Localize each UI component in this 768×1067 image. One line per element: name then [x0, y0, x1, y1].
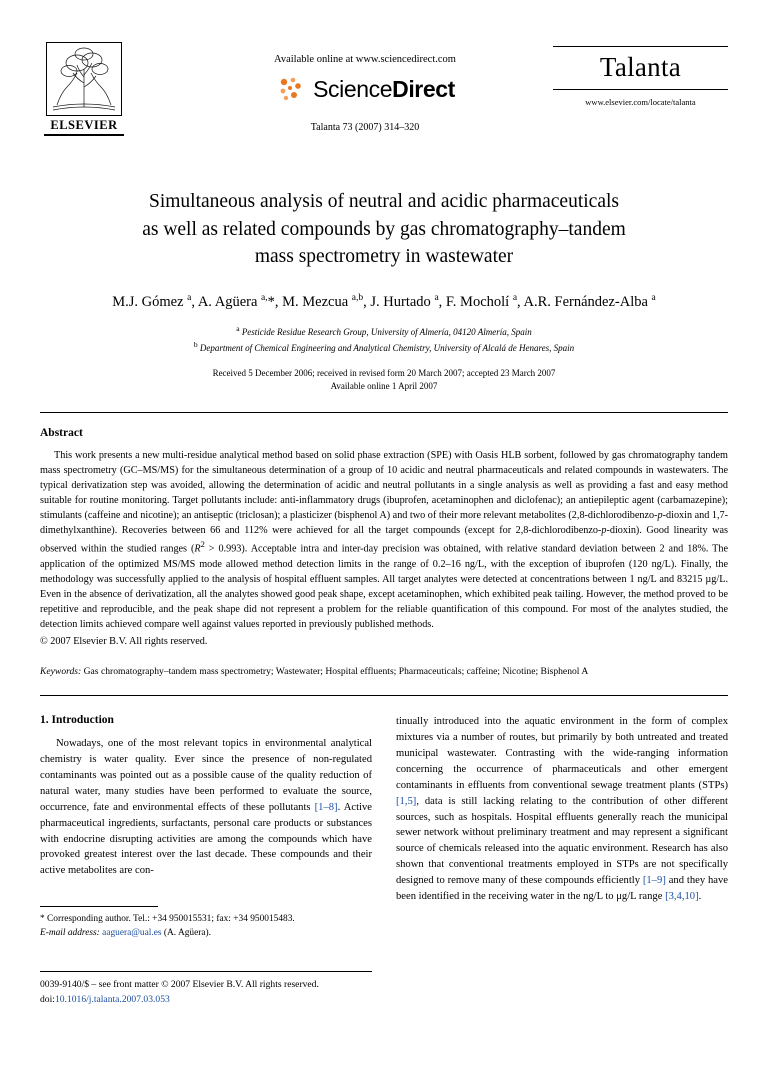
received-dates: Received 5 December 2006; received in revised form 20 March 2007; accepted 23 March 2007 [212, 367, 556, 378]
title-line-2: as well as related compounds by gas chromatography–tandem [142, 218, 626, 240]
elsevier-logo [40, 42, 128, 136]
footer-divider [40, 971, 372, 972]
masthead [40, 42, 728, 150]
journal-logo [553, 46, 728, 107]
email-owner: (A. Agüera). [163, 928, 212, 939]
intro-paragraph-1 [40, 736, 372, 879]
keywords-label: Keywords: [40, 666, 82, 678]
intro-p1-part-b: . Active pharmaceutical ingredients, surfactants, personal care products or substances with endocrine disrupting activities are among the compounds which have provoked greatest interest over the last decade. These compounds and their active metabolites are con- [40, 801, 372, 877]
affiliation-b: $^b$ Department of Chemical Engineering and Analytical Chemistry, University of Alcalá de Henares, Spain [193, 340, 575, 354]
email-label: E-mail address: [40, 928, 100, 939]
intro-paragraph-2 [396, 714, 728, 905]
author-list: M.J. Gómez $^a$, A. Agüera $^{a,}$*, M. Mezcua $^{a,b}$, J. Hurtado $^a$, F. Mocholí $^a$, A.R. Fernández-Alba $^a$ [112, 293, 656, 310]
column-right [396, 714, 728, 940]
affiliation-a: $^a$ Pesticide Residue Research Group, University of Almería, 04120 Almería, Spain [236, 323, 532, 337]
keywords-line [40, 665, 728, 679]
journal-url: www.elsevier.com/locate/talanta [585, 96, 696, 107]
publication-history [60, 367, 708, 394]
title-area [60, 188, 708, 394]
doi-link[interactable]: 10.1016/j.talanta.2007.03.053 [54, 993, 170, 1005]
affiliations [60, 323, 708, 356]
email-line [40, 926, 372, 940]
email-link[interactable]: aaguera@ual.es [102, 928, 162, 939]
sciencedirect-block [190, 54, 540, 133]
divider-below-abstract [40, 695, 728, 696]
title-line-1: Simultaneous analysis of neutral and acidic pharmaceuticals [148, 191, 619, 212]
doi-line [40, 993, 372, 1007]
divider-above-abstract [40, 412, 728, 413]
abstract-heading: Abstract [40, 426, 83, 439]
sciencedirect-wordmark [313, 76, 455, 103]
available-online-date: Available online 1 April 2007 [330, 381, 438, 392]
elsevier-wordmark: ELSEVIER [50, 118, 118, 132]
intro-p2-part-d: . [698, 890, 702, 902]
citation-ref-1-9[interactable]: [1–9] [642, 875, 666, 887]
sciencedirect-logo [190, 74, 540, 104]
journal-name: Talanta [599, 52, 682, 82]
column-left [40, 714, 372, 940]
abstract-copyright: © 2007 Elsevier B.V. All rights reserved. [40, 636, 208, 648]
issn-copyright-line: 0039-9140/$ – see front matter © 2007 Elsevier B.V. All rights reserved. [40, 979, 319, 991]
intro-p1-part-a: Nowadays, one of the most relevant topics in environmental analytical chemistry is water quality. Ever since the presence of non-regulated contaminants was pointed out as a possible cause of the quality reduction of natural water, many studies have been performed to evaluate the source, occurrence, fate and environmental effects of these pollutants [40, 738, 372, 813]
citation-ref-3-4-10[interactable]: [3,4,10] [665, 890, 699, 902]
citation-ref-1-8[interactable]: [1–8] [314, 801, 338, 813]
section-heading-introduction: 1. Introduction [40, 714, 114, 727]
corresponding-author-line: * Corresponding author. Tel.: +34 950015531; fax: +34 950015483. [40, 914, 295, 925]
intro-p2-part-b: , data is still lacking relating to the contribution of other different sources, such as hospitals. Hospital effluents generally reach the municipal sewer network without preliminary treatment and may represent a significant source of chemicals released into the aquatic environment. Research has also shown that conventional treatments employed in STPs are not specifically designed to remove many of these compounds efficiently [396, 795, 728, 887]
elsevier-tree-icon [46, 42, 122, 116]
corresponding-author-footnote [40, 901, 372, 940]
footnote-divider [40, 906, 158, 907]
body-columns [40, 714, 728, 940]
page-title [60, 188, 708, 271]
intro-p2-part-c: and they have been identified in the receiving water in the ng/L to μg/L range [396, 875, 728, 902]
intro-p2-part-a: tinually introduced into the aquatic environment in the form of complex mixtures via a number of routes, but primarily by both untreated and treated municipal wastewater. Contrasting with the wide-ranging information concerning the occurrence of pharmaceuticals and other emergent contaminants in effluents from conventional sewage treatment plants (STPs) [396, 716, 728, 791]
paper-page [0, 42, 768, 1067]
abstract-section [40, 427, 728, 680]
keywords-values: Gas chromatography–tandem mass spectrometry; Wastewater; Hospital effluents; Pharmaceuticals; caffeine; Nicotine; Bisphenol A [83, 666, 589, 678]
title-line-3: mass spectrometry in wastewater [254, 246, 514, 268]
journal-citation: Talanta 73 (2007) 314–320 [310, 122, 420, 133]
sciencedirect-mark-icon [275, 74, 305, 104]
journal-rule-bottom [553, 89, 728, 90]
page-footer [40, 971, 372, 1007]
abstract-text: This work presents a new multi-residue analytical method based on solid phase extraction (SPE) with Oasis HLB sorbent, followed by gas chromatography tandem mass spectrometry (GC–MS/MS) for the simultaneous determination of a group of 10 acidic and neutral pharmaceuticals and related compounds in wastewaters. The typical derivatization step was avoided, allowing the determination of acidic and neutral pollutants in a single analysis as well as providing a fast and easy method suitable for routine monitoring. Target pollutants include: anti-inflammatory drugs (ibuprofen, acetaminophen and diclofenac); an antiepileptic agent (carbamazepine); stimulants (caffeine and nicotine); an antiseptic (triclosan); a plasticizer (bisphenol A) and two of their more relevant metabolites (2,8-dichlorodibenzo-p-dioxin and 1,7-dimethylxanthine). Recoveries between 66 and 112% were achieved for all the target compounds (except for 2,8-dichlorodibenzo-p-dioxin). Good linearity was observed within the studied ranges $(R^2 > 0.993)$. Acceptable intra and inter-day precision was obtained, with relative standard deviation between 2 and 18%. The application of the optimized MS/MS mode allowed method detection limits in the range of 0.2–16 ng/L, with the exception of ibuprofen (120 ng/L). Finally, the methodology was successfully applied to the analysis of hospital effluent samples. All target analytes were detected at concentrations between 1 ng/L and 83215 µg/L. Even in the absence of derivatization, all the analytes showed good peak shape, except acetaminophen, which exhibited peak tailing. However, the method proved to be repetitive and reproducible, and the peak shape did not represent a problem for the reliable quantification of this compound. For most of the analytes studied, the detection limits achieved compare well against values reported in previously published methods. [40, 449, 729, 631]
elsevier-underline [44, 134, 124, 136]
available-online-text: Available online at www.sciencedirect.com [274, 54, 456, 65]
journal-rule-top [553, 46, 728, 47]
citation-ref-1-5[interactable]: [1,5] [396, 795, 417, 807]
sciencedirect-word-direct: Direct [392, 75, 455, 102]
doi-label: doi: [40, 993, 55, 1005]
sciencedirect-word-science: Science [313, 75, 393, 102]
